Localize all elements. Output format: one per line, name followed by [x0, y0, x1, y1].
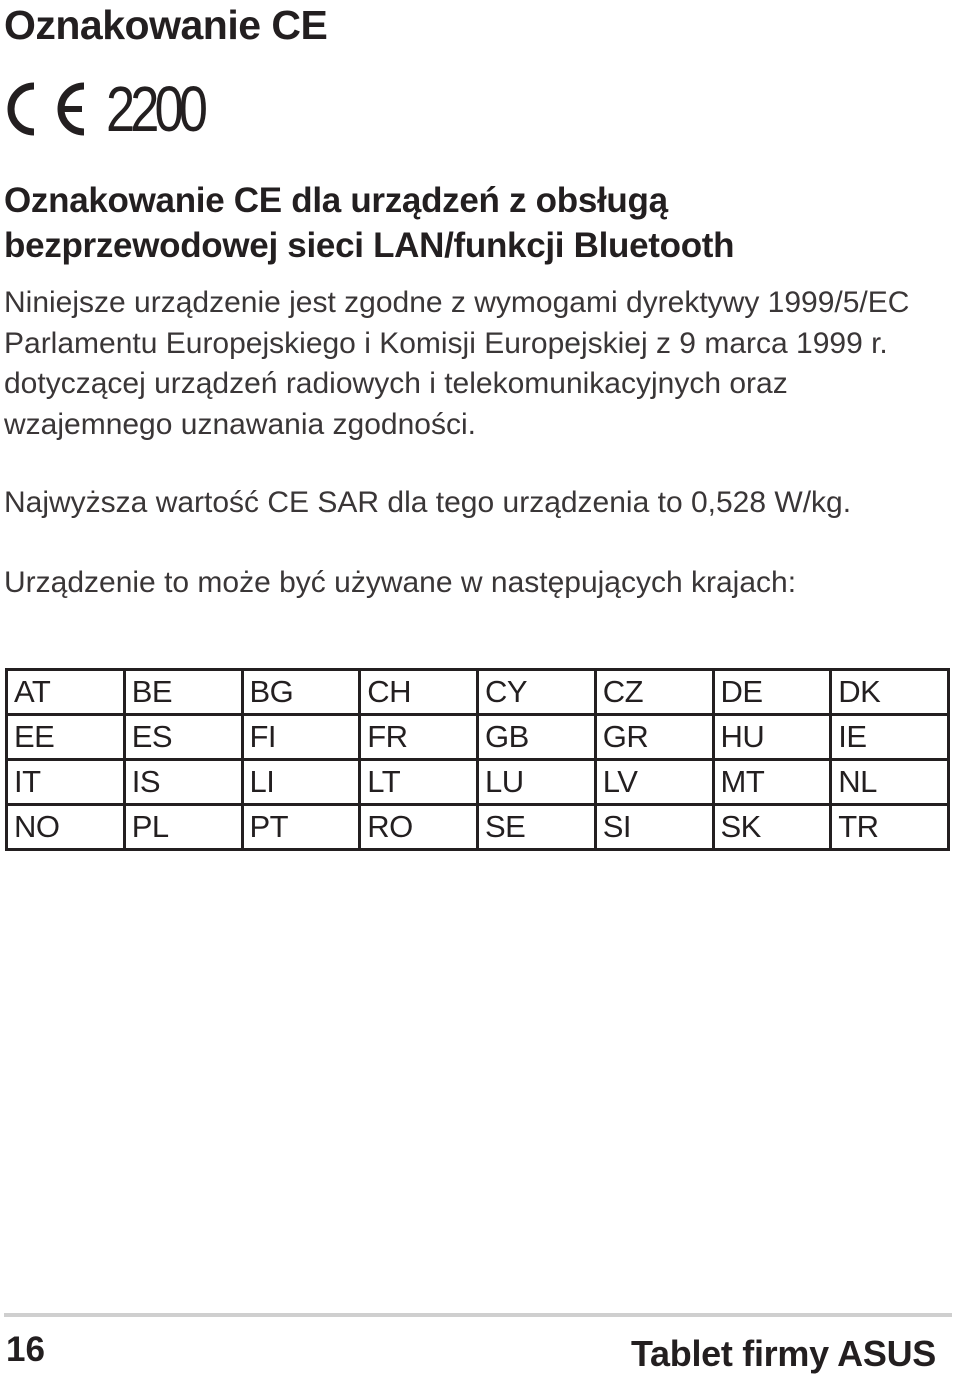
- table-row: [7, 760, 949, 805]
- notified-body-number: 2200: [106, 73, 204, 145]
- country-cell: FI: [242, 715, 360, 760]
- table-row: [7, 805, 949, 850]
- country-cell: DE: [713, 670, 831, 715]
- country-cell: DK: [831, 670, 949, 715]
- country-cell: CZ: [595, 670, 713, 715]
- country-cell: FR: [360, 715, 478, 760]
- country-cell: GR: [595, 715, 713, 760]
- country-cell: SK: [713, 805, 831, 850]
- directive-paragraph: Niniejsze urządzenie jest zgodne z wymogami dyrektywy 1999/5/EC Parlamentu Europejskiego i Komisji Europejskiej z 9 marca 1999 r. dotyczącej urządzeń radiowych i telekomunikacyjnych oraz wzajemnego uznawania zgodności.: [4, 286, 910, 441]
- table-row: [7, 670, 949, 715]
- country-cell: MT: [713, 760, 831, 805]
- sar-paragraph: Najwyższa wartość CE SAR dla tego urządzenia to 0,528 W/kg.: [4, 486, 852, 519]
- country-cell: IS: [124, 760, 242, 805]
- table-row: [7, 715, 949, 760]
- country-cell: PT: [242, 805, 360, 850]
- country-cell: CH: [360, 670, 478, 715]
- country-cell: BE: [124, 670, 242, 715]
- country-cell: SE: [478, 805, 596, 850]
- footer-divider: [4, 1313, 952, 1317]
- ce-mark: [4, 74, 224, 144]
- country-cell: CY: [478, 670, 596, 715]
- countries-intro: Urządzenie to może być używane w następujących krajach:: [4, 566, 797, 599]
- country-cell: LU: [478, 760, 596, 805]
- country-cell: SI: [595, 805, 713, 850]
- country-cell: BG: [242, 670, 360, 715]
- country-cell: IT: [7, 760, 125, 805]
- country-cell: GB: [478, 715, 596, 760]
- country-cell: EE: [7, 715, 125, 760]
- country-cell: LV: [595, 760, 713, 805]
- footer-title: Tablet firmy ASUS: [631, 1333, 936, 1374]
- ce-mark-icon: [4, 78, 88, 140]
- countries-table: [5, 668, 950, 851]
- country-cell: ES: [124, 715, 242, 760]
- country-cell: NL: [831, 760, 949, 805]
- country-cell: RO: [360, 805, 478, 850]
- country-cell: IE: [831, 715, 949, 760]
- section-heading: Oznakowanie CE dla urządzeń z obsługą bezprzewodowej sieci LAN/funkcji Bluetooth: [4, 181, 735, 265]
- country-cell: HU: [713, 715, 831, 760]
- page-number: 16: [6, 1330, 45, 1369]
- country-cell: NO: [7, 805, 125, 850]
- country-cell: PL: [124, 805, 242, 850]
- country-cell: LT: [360, 760, 478, 805]
- country-cell: TR: [831, 805, 949, 850]
- country-cell: AT: [7, 670, 125, 715]
- country-cell: LI: [242, 760, 360, 805]
- page-title: Oznakowanie CE: [4, 2, 328, 48]
